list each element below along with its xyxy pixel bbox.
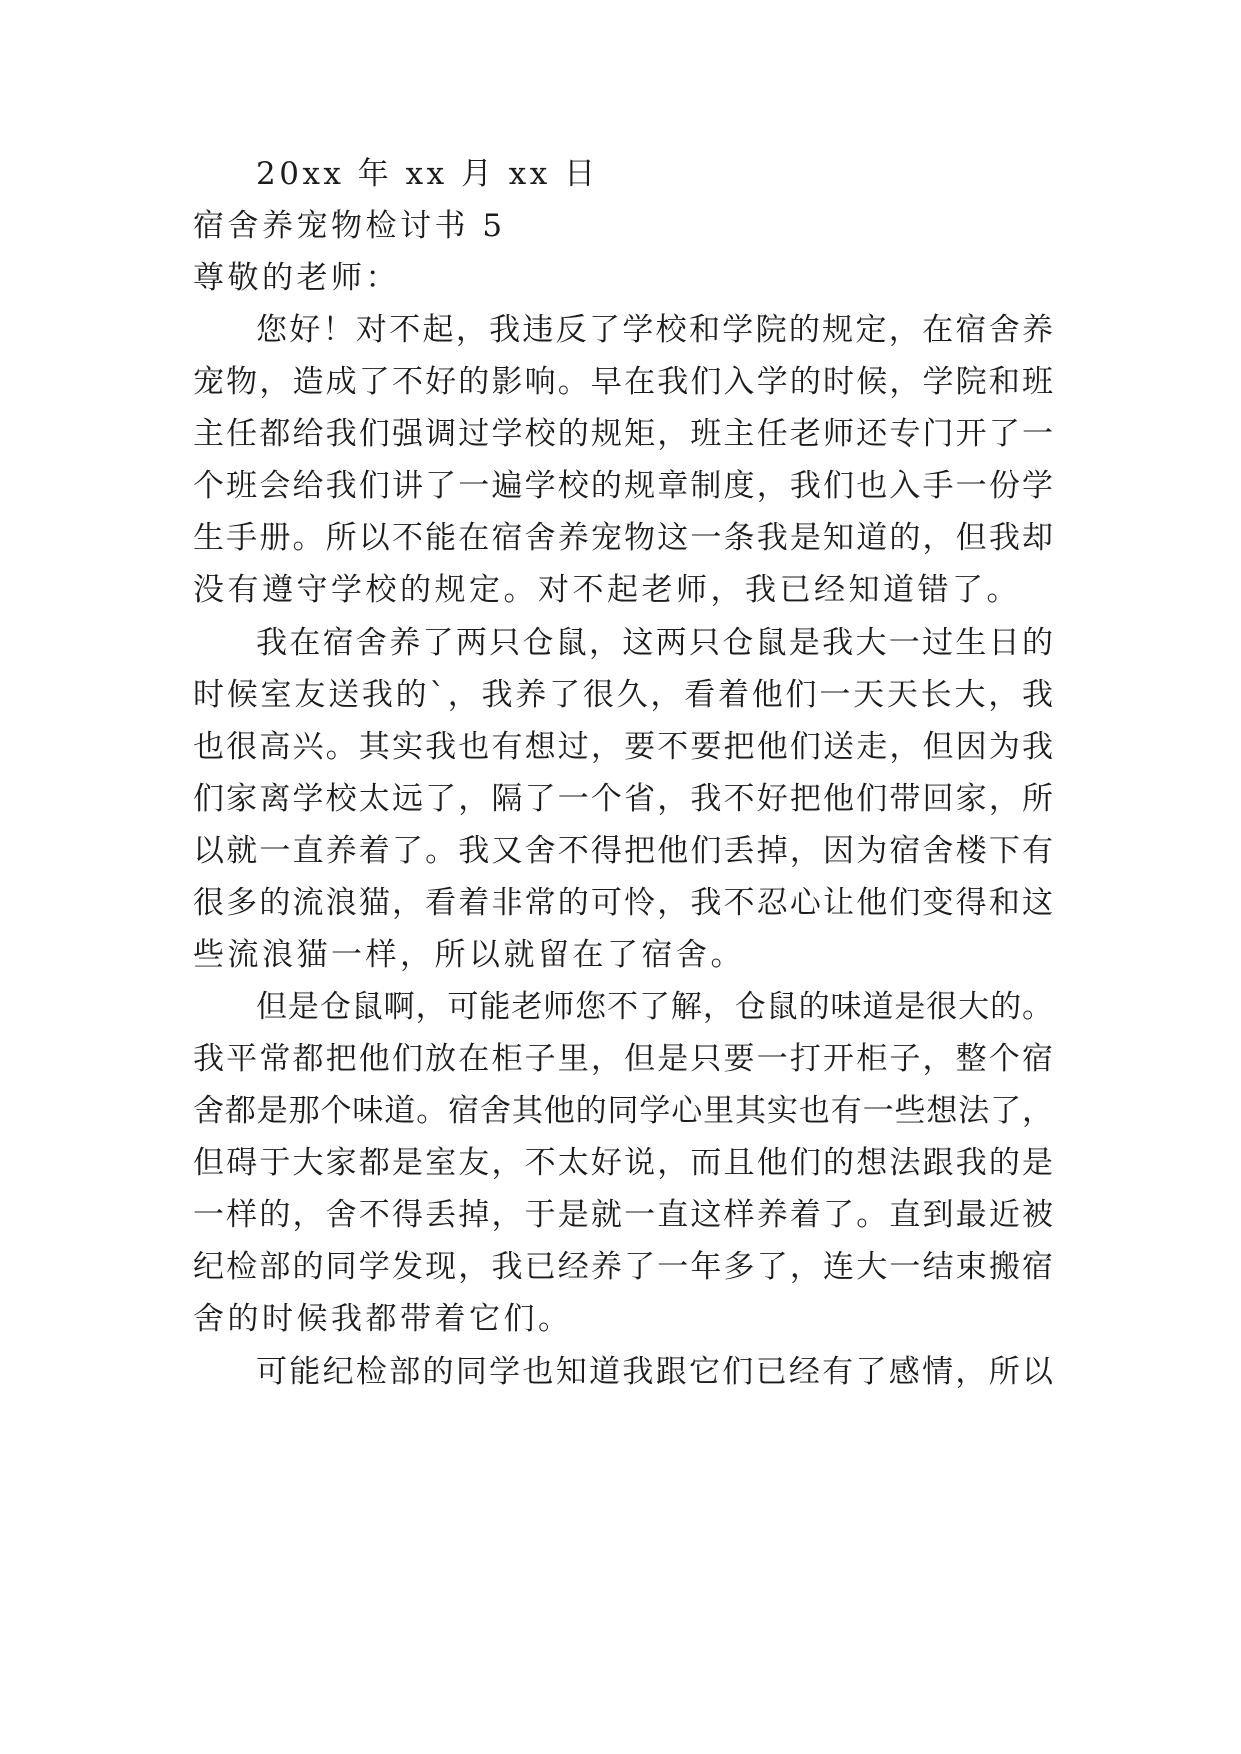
text-line: 可能纪检部的同学也知道我跟它们已经有了感情，所以 (256, 1354, 1053, 1390)
text-line: 主任都给我们强调过学校的规矩，班主任老师还专门开了一 (193, 416, 1053, 452)
text-line: 舍的时候我都带着它们。 (193, 1301, 573, 1337)
text-line: 一样的，舍不得丢掉，于是就一直这样养着了。直到最近被 (193, 1197, 1053, 1233)
text-line: 很多的流浪猫，看着非常的可怜，我不忍心让他们变得和这 (193, 885, 1053, 921)
text-line: 没有遵守学校的规定。对不起老师，我已经知道错了。 (193, 572, 1021, 608)
text-line: 但碍于大家都是室友，不太好说，而且他们的想法跟我的是 (193, 1145, 1053, 1181)
text-line: 我平常都把他们放在柜子里，但是只要一打开柜子，整个宿 (193, 1041, 1053, 1077)
text-line: 们家离学校太远了，隔了一个省，我不好把他们带回家，所 (193, 781, 1053, 817)
document-title: 宿舍养宠物检讨书 5 (193, 208, 506, 244)
salutation: 尊敬的老师： (193, 260, 400, 296)
text-line: 也很高兴。其实我也有想过，要不要把他们送走，但因为我 (193, 729, 1053, 765)
text-line: 个班会给我们讲了一遍学校的规章制度，我们也入手一份学 (193, 468, 1053, 504)
text-line: 些流浪猫一样，所以就留在了宿舍。 (193, 937, 745, 973)
text-line: 我在宿舍养了两只仓鼠，这两只仓鼠是我大一过生日的 (256, 625, 1053, 661)
text-line: 纪检部的同学发现，我已经养了一年多了，连大一结束搬宿 (193, 1249, 1053, 1285)
text-line: 时候室友送我的`，我养了很久，看着他们一天天长大，我 (193, 677, 1053, 713)
text-line: 您好！对不起，我违反了学校和学院的规定，在宿舍养 (256, 312, 1053, 348)
text-line: 但是仓鼠啊，可能老师您不了解，仓鼠的味道是很大的。 (256, 989, 1053, 1025)
text-line: 舍都是那个味道。宿舍其他的同学心里其实也有一些想法了， (193, 1093, 1053, 1129)
text-line: 宠物，造成了不好的影响。早在我们入学的时候，学院和班 (193, 364, 1053, 400)
date-line: 20xx 年 xx 月 xx 日 (256, 156, 599, 192)
text-line: 以就一直养着了。我又舍不得把他们丢掉，因为宿舍楼下有 (193, 833, 1053, 869)
text-line: 生手册。所以不能在宿舍养宠物这一条我是知道的，但我却 (193, 520, 1053, 556)
